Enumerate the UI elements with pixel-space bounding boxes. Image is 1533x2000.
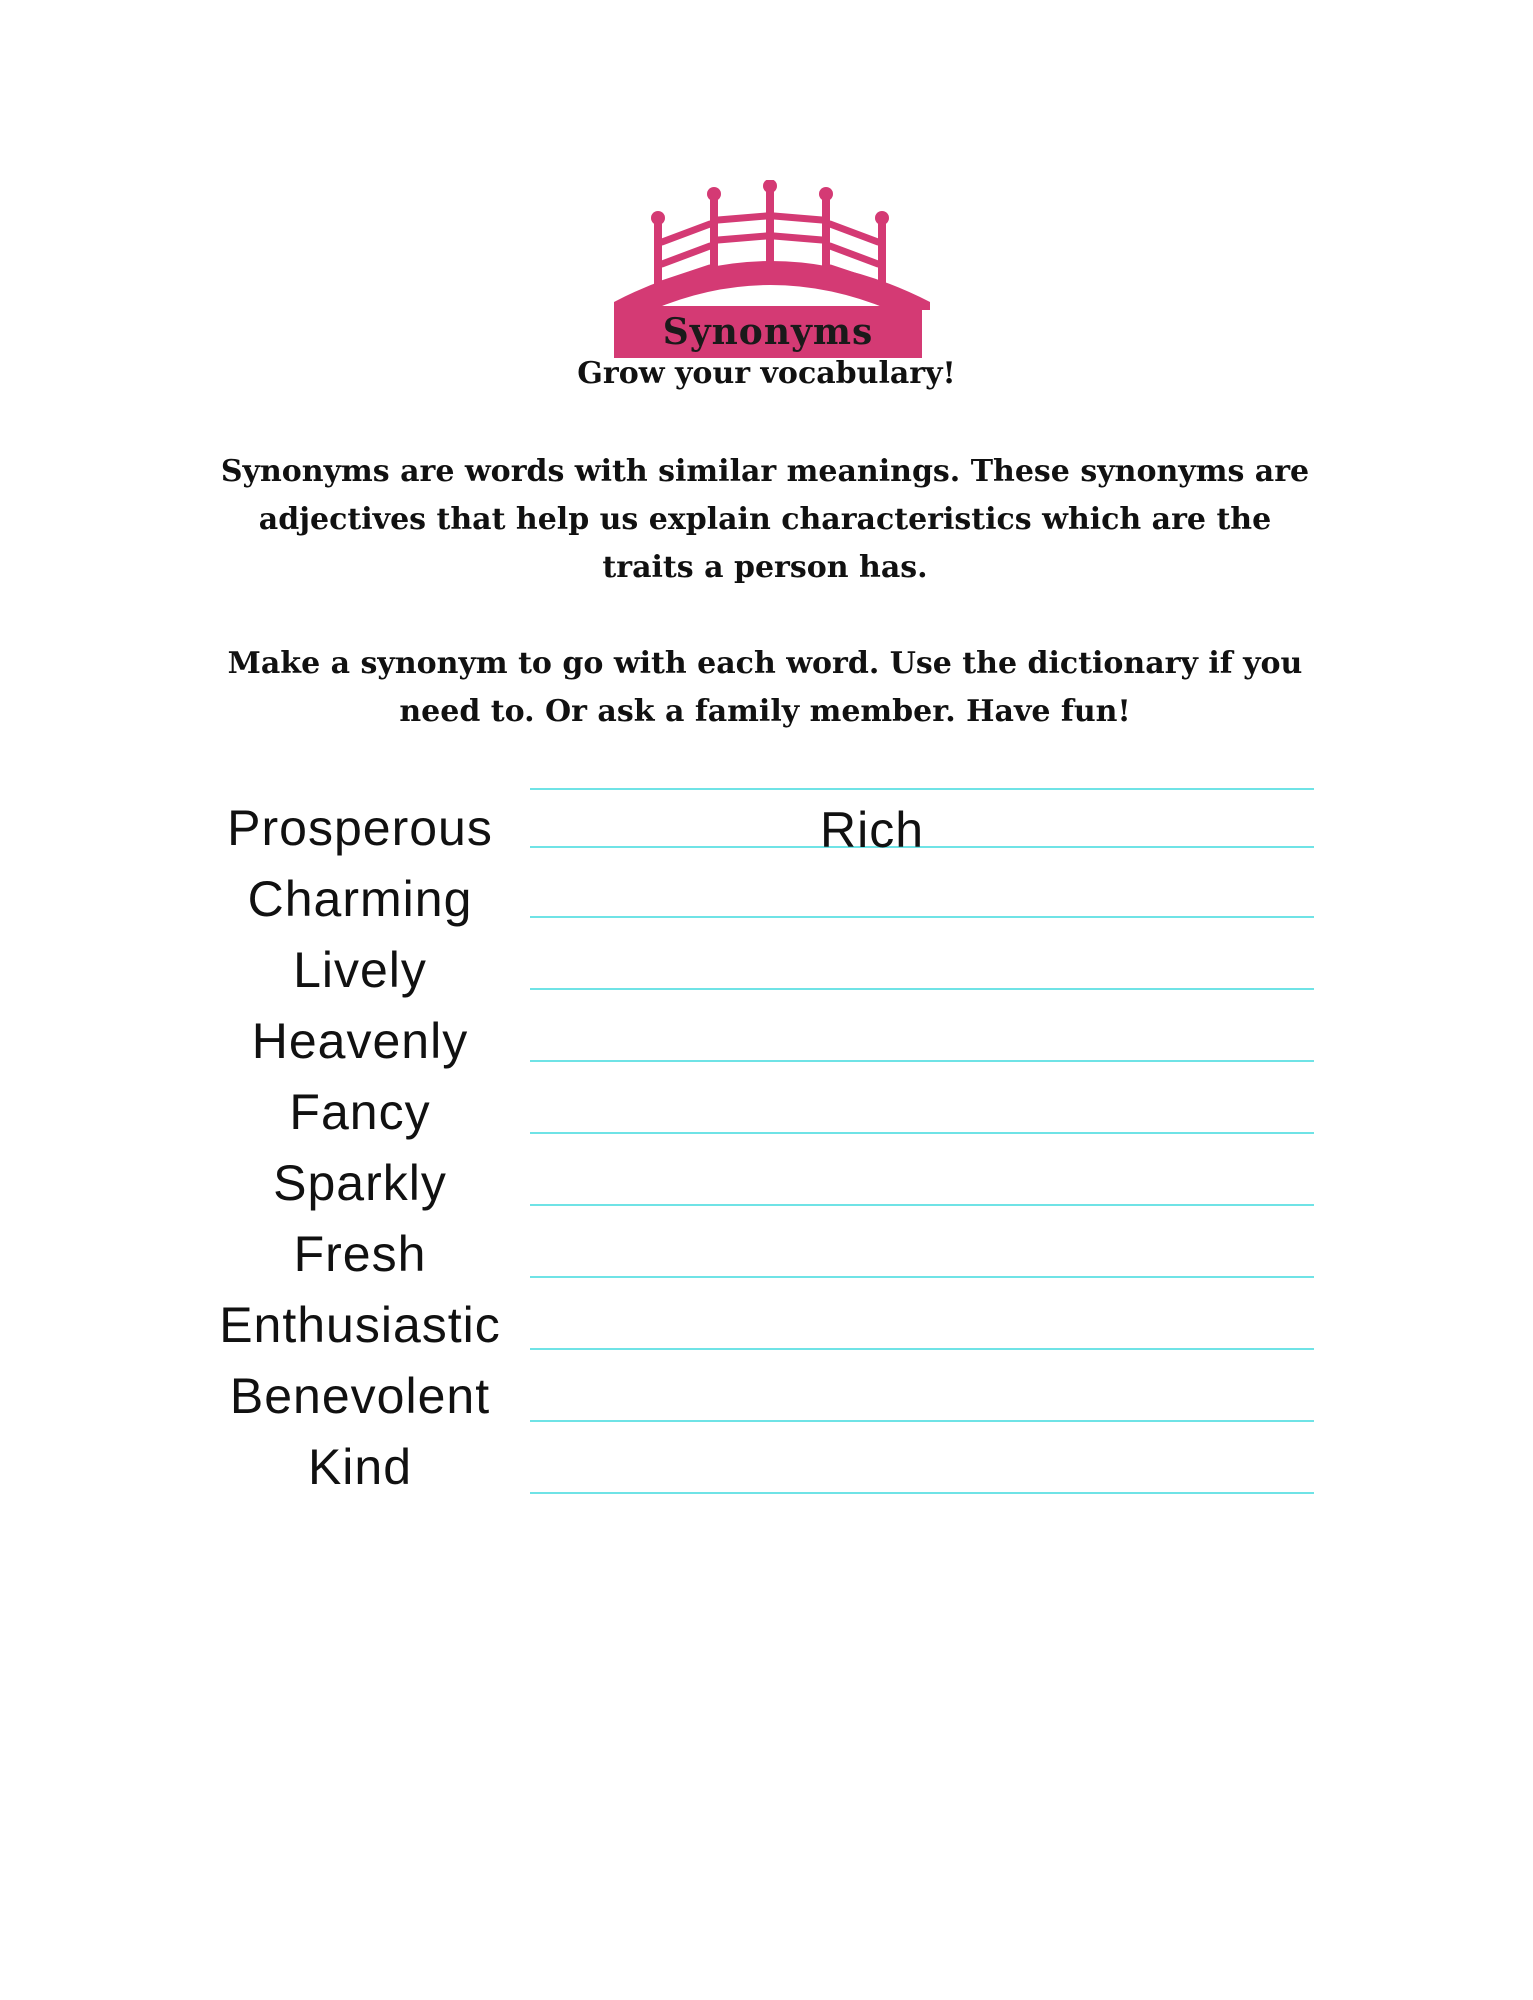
writing-line: [530, 1348, 1314, 1350]
writing-line: [530, 1204, 1314, 1206]
intro-paragraph: Synonyms are words with similar meanings. These synonyms are adjectives that help us explain characteristics which are the traits a person has.: [220, 454, 1310, 585]
writing-line: [530, 988, 1314, 990]
writing-line: [530, 1420, 1314, 1422]
word-kind: Kind: [307, 1439, 413, 1495]
writing-line: [530, 788, 1314, 790]
word-enthusiastic: Enthusiastic: [219, 1297, 501, 1353]
word-charming: Charming: [247, 871, 473, 927]
writing-line: [530, 1276, 1314, 1278]
word-fresh: Fresh: [293, 1226, 427, 1282]
word-sparkly: Sparkly: [273, 1155, 447, 1211]
word-benevolent: Benevolent: [229, 1368, 491, 1424]
directions-paragraph: Make a synonym to go with each word. Use the dictionary if you need to. Or ask a family member. Have fun!: [227, 646, 1303, 729]
writing-line: [530, 1132, 1314, 1134]
word-prosperous: Prosperous: [227, 800, 493, 856]
subtitle: Grow your vocabulary!: [577, 356, 956, 391]
word-fancy: Fancy: [289, 1084, 431, 1140]
writing-lines: [530, 0, 1314, 2000]
writing-line: [530, 1492, 1314, 1494]
word-lively: Lively: [293, 942, 427, 998]
page-title: Synonyms: [662, 311, 874, 353]
answer-prosperous: Rich: [820, 802, 925, 858]
writing-line: [530, 916, 1314, 918]
writing-line: [530, 1060, 1314, 1062]
word-heavenly: Heavenly: [251, 1013, 469, 1069]
